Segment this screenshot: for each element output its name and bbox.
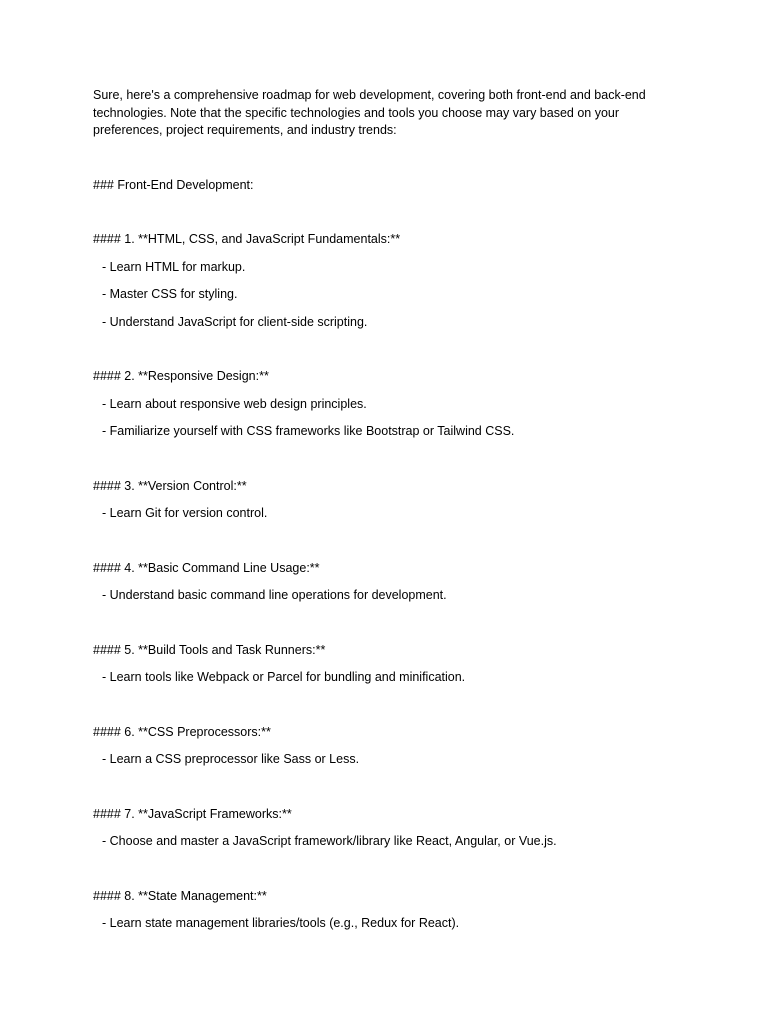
document-body: [93, 87, 693, 933]
list-item: - Learn HTML for markup.: [102, 259, 246, 274]
roadmap-group-6: [93, 724, 693, 769]
list-item: - Learn tools like Webpack or Parcel for bundling and minification.: [102, 670, 466, 684]
section-heading-front-end: ### Front-End Development:: [93, 177, 254, 192]
group-heading: #### 4. **Basic Command Line Usage:**: [93, 560, 320, 575]
group-heading: #### 5. **Build Tools and Task Runners:**: [93, 642, 326, 657]
roadmap-group-4: [93, 560, 693, 605]
roadmap-group-8: [93, 888, 693, 933]
intro-paragraph: Sure, here's a comprehensive roadmap for web development, covering both front-end and back-end technologies. Note that the specific technologies and tools you choose may vary based on your preferences, project requirements, and industry trends:: [93, 88, 646, 137]
roadmap-group-5: [93, 642, 693, 687]
list-item: - Learn about responsive web design principles.: [102, 396, 367, 411]
list-item: - Learn a CSS preprocessor like Sass or Less.: [102, 752, 360, 766]
list-item: - Choose and master a JavaScript framework/library like React, Angular, or Vue.js.: [102, 834, 557, 848]
roadmap-group-3: [93, 478, 693, 523]
list-item: - Familiarize yourself with CSS frameworks like Bootstrap or Tailwind CSS.: [102, 424, 515, 438]
list-item: - Learn state management libraries/tools (e.g., Redux for React).: [102, 916, 460, 930]
group-heading: #### 3. **Version Control:**: [93, 478, 247, 493]
list-item: - Learn Git for version control.: [102, 506, 268, 520]
roadmap-group-2: [93, 368, 693, 441]
group-heading: #### 6. **CSS Preprocessors:**: [93, 724, 271, 739]
group-heading: #### 8. **State Management:**: [93, 888, 267, 903]
group-heading: #### 2. **Responsive Design:**: [93, 369, 269, 383]
list-item: - Master CSS for styling.: [102, 287, 238, 301]
roadmap-group-7: [93, 806, 693, 851]
group-heading: #### 1. **HTML, CSS, and JavaScript Fundamentals:**: [93, 232, 401, 246]
list-item: - Understand basic command line operations for development.: [102, 588, 447, 602]
list-item: - Understand JavaScript for client-side scripting.: [102, 314, 368, 329]
roadmap-group-1: [93, 231, 693, 331]
group-heading: #### 7. **JavaScript Frameworks:**: [93, 806, 292, 821]
